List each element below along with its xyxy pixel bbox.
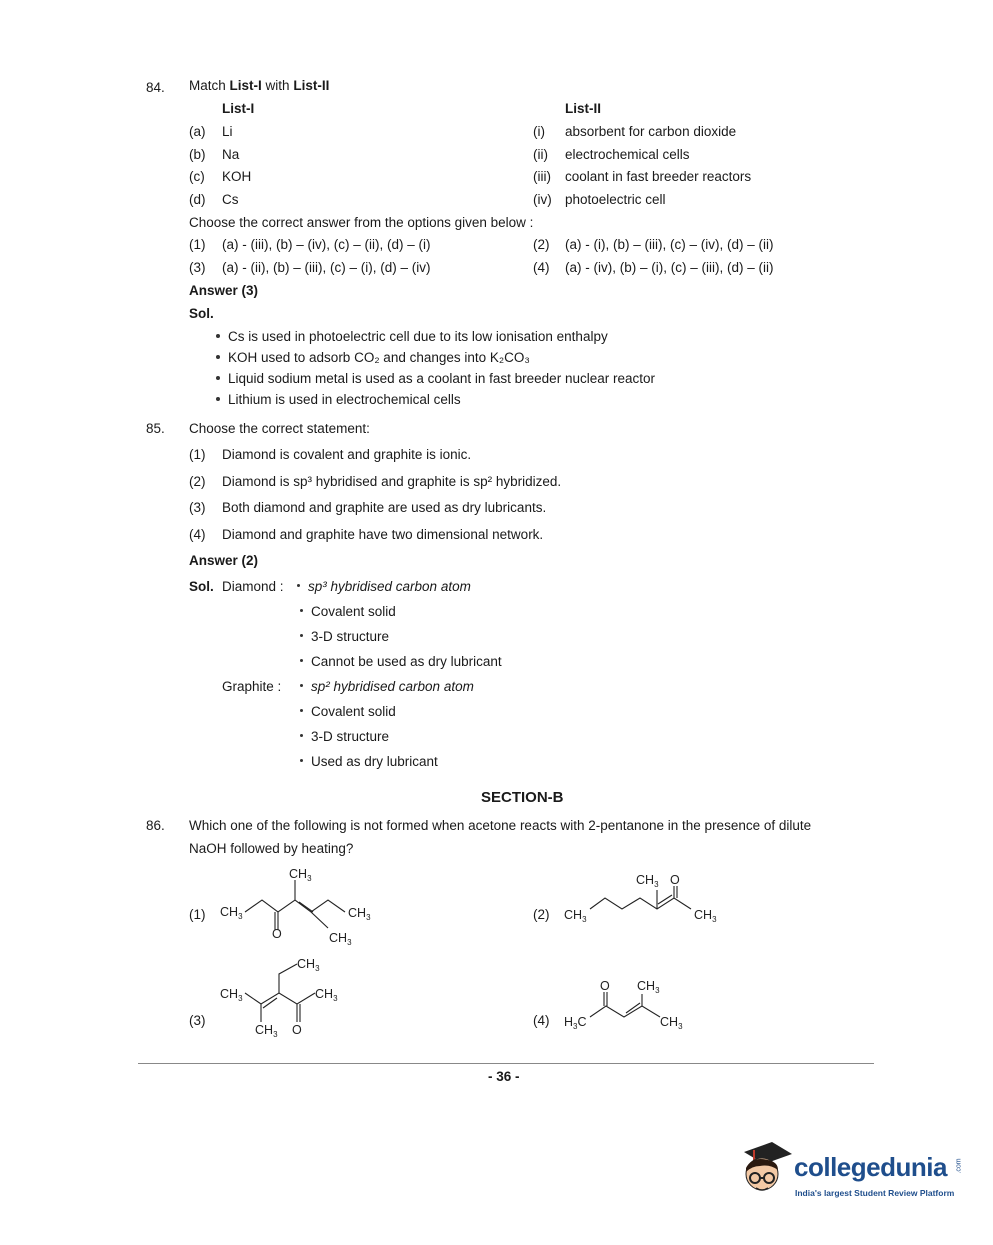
solution-point (216, 329, 608, 345)
graphite-label: Graphite : (222, 679, 282, 694)
graphite-point (300, 679, 474, 695)
text-span: Cannot be used as dry lubricant (311, 654, 502, 669)
solution-point (216, 350, 530, 366)
text-span: sp³ hybridised carbon atom (308, 579, 471, 594)
bullet-icon (300, 759, 303, 762)
bullet-icon (216, 397, 220, 401)
question-number: 85. (146, 421, 165, 436)
option-tag: (1) (189, 447, 206, 462)
list2-item: photoelectric cell (565, 192, 666, 207)
brand-tagline: India's largest Student Review Platform (795, 1188, 955, 1198)
bullet-icon (300, 734, 303, 737)
option-tag: (3) (189, 500, 206, 515)
option-tag: (1) (189, 237, 206, 252)
footer-divider (138, 1063, 874, 1064)
brand-logo-com: .com (955, 1158, 963, 1174)
list2-tag: (i) (533, 124, 545, 139)
ch3-label: $CH_3$ (220, 987, 243, 1003)
structure-option-2 (560, 862, 740, 937)
text-span: Covalent solid (311, 704, 396, 719)
text-span: Used as dry lubricant (311, 754, 438, 769)
list1-item: KOH (222, 169, 252, 184)
ch3-label: $CH_3$ (297, 957, 320, 973)
diamond-label: Diamond : (222, 579, 284, 594)
bullet-icon (216, 334, 220, 338)
option-tag: (1) (189, 907, 206, 922)
text-span: 3-D structure (311, 729, 390, 744)
text-span: sp² hybridised carbon atom (311, 679, 474, 694)
option-tag: (4) (533, 1013, 550, 1028)
ch3-label: $CH_3$ (564, 908, 587, 924)
answer-label: Answer (2) (189, 553, 259, 568)
bullet-icon (300, 709, 303, 712)
diamond-point (300, 604, 396, 620)
option-text: Both diamond and graphite are used as dry lubricants. (222, 500, 547, 515)
text-span: List-I (229, 78, 262, 93)
text-span: List-II (293, 78, 330, 93)
option-text: Diamond is covalent and graphite is ionic. (222, 447, 472, 462)
graphite-point (300, 729, 389, 745)
graphite-point (300, 754, 438, 770)
ch3-label: $CH_3$ (220, 905, 243, 921)
ch3-label: $CH_3$ (694, 908, 717, 924)
list2-tag: (iii) (533, 169, 551, 184)
list1-item: Cs (222, 192, 239, 207)
section-heading: SECTION-B (481, 789, 564, 806)
list2-tag: (iv) (533, 192, 552, 207)
ch3-label: $CH_3$ (315, 987, 338, 1003)
bullet-icon (300, 609, 303, 612)
text-span: Covalent solid (311, 604, 396, 619)
answer-label: Answer (3) (189, 283, 259, 298)
text-span: 3-D structure (311, 629, 390, 644)
option-text: (a) - (iv), (b) – (i), (c) – (iii), (d) – (ii) (565, 260, 774, 275)
list2-item: absorbent for carbon dioxide (565, 124, 737, 139)
text-span: KOH used to adsorb CO₂ and changes into K₂CO₃ (228, 350, 530, 365)
bullet-icon (216, 355, 220, 359)
choose-instruction: Choose the correct answer from the options given below : (189, 215, 534, 230)
structure-option-4 (560, 972, 700, 1037)
list1-tag: (c) (189, 169, 205, 184)
list1-item: Na (222, 147, 240, 162)
text-span: with (265, 78, 290, 93)
page-number: - 36 - (488, 1069, 520, 1084)
bullet-icon (297, 584, 300, 587)
oxygen-label: O (272, 927, 282, 941)
option-text: (a) - (iii), (b) – (iv), (c) – (ii), (d) – (i) (222, 237, 431, 252)
question-text: Choose the correct statement: (189, 421, 370, 436)
question-text: NaOH followed by heating? (189, 841, 354, 856)
option-tag: (4) (189, 527, 206, 542)
ch3-label: $CH_3$ (289, 867, 312, 883)
ch3-label: $CH_3$ (255, 1023, 278, 1039)
solution-point (216, 392, 461, 408)
list2-tag: (ii) (533, 147, 548, 162)
option-tag: (4) (533, 260, 550, 275)
solution-label: Sol. (189, 306, 214, 321)
list2-item: coolant in fast breeder reactors (565, 169, 752, 184)
diamond-point (300, 629, 389, 645)
question-text: Which one of the following is not formed when acetone reacts with 2-pentanone in the presence of dilute (189, 818, 812, 833)
list1-item: Li (222, 124, 233, 139)
ch3-label: $CH_3$ (637, 979, 660, 995)
option-text: Diamond and graphite have two dimensional network. (222, 527, 544, 542)
graphite-point (300, 704, 396, 720)
bullet-icon (300, 659, 303, 662)
question-text (189, 78, 329, 94)
text-span: Liquid sodium metal is used as a coolant in fast breeder nuclear reactor (228, 371, 655, 386)
ch3-label: $CH_3$ (348, 906, 371, 922)
question-number: 86. (146, 818, 165, 833)
list1-tag: (b) (189, 147, 206, 162)
option-tag: (3) (189, 1013, 206, 1028)
ch3-label: $CH_3$ (636, 873, 659, 889)
option-text: (a) - (i), (b) – (iii), (c) – (iv), (d) – (ii) (565, 237, 774, 252)
bullet-icon (300, 634, 303, 637)
option-tag: (3) (189, 260, 206, 275)
mascot-icon (734, 1138, 794, 1198)
option-text: (a) - (ii), (b) – (iii), (c) – (i), (d) – (iv) (222, 260, 431, 275)
ch3-label: $CH_3$ (660, 1015, 683, 1031)
solution-point (216, 371, 655, 387)
option-text: Diamond is sp³ hybridised and graphite is sp² hybridized. (222, 474, 562, 489)
option-tag: (2) (533, 907, 550, 922)
text-span: Match (189, 78, 226, 93)
diamond-point (300, 654, 502, 670)
bullet-icon (216, 376, 220, 380)
diamond-point (297, 579, 471, 595)
question-number: 84. (146, 80, 165, 95)
oxygen-label: O (292, 1023, 302, 1037)
option-tag: (2) (533, 237, 550, 252)
list2-header: List-II (565, 101, 601, 116)
list1-tag: (d) (189, 192, 206, 207)
solution-label: Sol. (189, 579, 214, 594)
oxygen-label: O (670, 873, 680, 887)
structure-option-3 (215, 952, 365, 1042)
bullet-icon (300, 684, 303, 687)
text-span: Lithium is used in electrochemical cells (228, 392, 461, 407)
list2-item: electrochemical cells (565, 147, 690, 162)
brand-logo-text: collegedunia (794, 1152, 947, 1182)
list1-header: List-I (222, 101, 255, 116)
text-span: Cs is used in photoelectric cell due to its low ionisation enthalpy (228, 329, 608, 344)
option-tag: (2) (189, 474, 206, 489)
ch3-label: $CH_3$ (329, 931, 352, 947)
list1-tag: (a) (189, 124, 206, 139)
oxygen-label: O (600, 979, 610, 993)
h3c-label: $H_3C$ (564, 1015, 587, 1031)
structure-option-1 (215, 860, 385, 950)
